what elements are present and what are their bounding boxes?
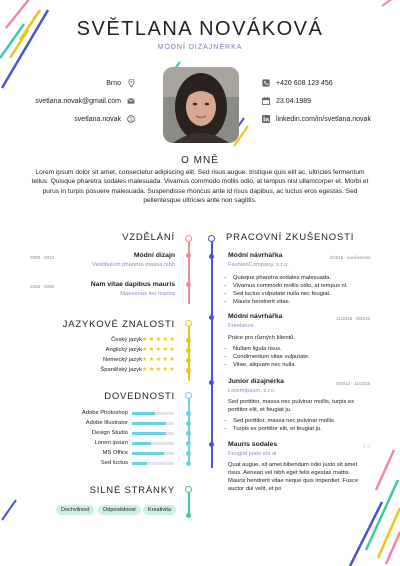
language-name-1: Český jazyk xyxy=(111,337,142,343)
strengths-title: SILNÉ STRÁNKY xyxy=(89,485,175,496)
job-bullets-2 xyxy=(224,345,310,369)
skill-fill-4 xyxy=(132,442,151,445)
contact-birthdate xyxy=(262,97,311,105)
phone-icon xyxy=(262,79,270,87)
skills-dot-2 xyxy=(186,421,191,426)
skill-name-5: MS Office xyxy=(102,450,128,456)
job-bullets-3 xyxy=(224,417,334,433)
skills-dot-3 xyxy=(186,431,191,436)
contact-phone-text[interactable]: +420 608 123 456 xyxy=(276,79,333,87)
job-title-2: Módní návrhářka xyxy=(228,313,283,320)
education-dot-1 xyxy=(186,253,191,258)
skill-bar-1 xyxy=(132,412,174,415)
education-date-1: 2008 - 2013 xyxy=(30,255,55,260)
skill-fill-1 xyxy=(132,412,155,415)
experience-line xyxy=(211,240,213,468)
languages-dot-3 xyxy=(186,358,191,363)
contact-linkedin-text[interactable]: linkedin.com/in/svetlana.novak xyxy=(276,115,371,123)
contact-phone[interactable] xyxy=(262,79,333,87)
skill-bar-2 xyxy=(132,422,174,425)
languages-dot-1 xyxy=(186,338,191,343)
skype-icon xyxy=(127,115,135,123)
contact-email[interactable] xyxy=(35,97,135,105)
job-3-bullet-2: - Turpis ex porttitor elit, et feugiat ju. xyxy=(224,426,322,432)
experience-dot-1 xyxy=(209,254,214,259)
experience-dot-2 xyxy=(209,315,214,320)
job-date-1: 3/2016 - současnost xyxy=(329,255,370,260)
education-title: VZDĚLÁNÍ xyxy=(122,232,175,243)
language-stars-3: ★★★★★ xyxy=(142,357,177,363)
job-1-bullet-2: - Vivamus commodo mollis odio, at tempus nl. xyxy=(224,283,348,289)
job-1-bullet-4: - Mauris hendrerit vitae. xyxy=(224,299,291,305)
language-stars-1: ★★★★★ xyxy=(142,337,177,343)
skill-bar-3 xyxy=(132,432,174,435)
education-school-1: Vestibulum pharetra massa nibh xyxy=(92,262,175,268)
job-date-4: / - / xyxy=(363,444,370,449)
skill-fill-5 xyxy=(132,452,164,455)
location-pin-icon xyxy=(127,79,135,87)
skill-bar-4 xyxy=(132,442,174,445)
job-title-4: Mauris sodales xyxy=(228,441,278,448)
svg-text:S: S xyxy=(129,117,133,123)
contact-birthdate-text: 23.04.1989 xyxy=(276,97,312,105)
contact-skype[interactable] xyxy=(74,115,135,123)
contact-linkedin[interactable] xyxy=(262,115,371,123)
language-name-4: Španělský jazyk xyxy=(100,367,142,373)
skills-ring xyxy=(185,392,192,399)
strength-tag-2: Odpovědnost xyxy=(98,505,141,515)
job-intro-3: Sed porttitor, massa nec pulvinar mollis, turpis ex porttitor elit, et feugiat ju. xyxy=(228,399,354,413)
candidate-role: MÓDNÍ DIZAJNÉRKA xyxy=(157,44,243,51)
job-company-4: Feugiat justo elit at xyxy=(228,451,277,457)
skill-fill-2 xyxy=(132,422,166,425)
languages-dot-4 xyxy=(186,368,191,373)
skills-dot-5 xyxy=(186,451,191,456)
skill-name-4: Lorem ipsum xyxy=(94,440,128,446)
languages-ring xyxy=(185,320,192,327)
skill-bar-5 xyxy=(132,452,174,455)
contact-email-text[interactable]: svetlana.novak@gmail.com xyxy=(35,97,121,105)
envelope-icon xyxy=(127,97,135,105)
skill-name-3: Design Studio xyxy=(91,430,128,436)
decorative-stripes-bottom-right xyxy=(320,440,400,566)
job-company-2: Freelance xyxy=(228,323,254,329)
experience-dot-4 xyxy=(209,442,214,447)
job-2-bullet-2: - Condimentum vitae vulputate. xyxy=(224,354,310,360)
job-1-bullet-1: - Quisque pharetra sodales malesuada. xyxy=(224,275,331,281)
job-2-bullet-3: - Vitae, aliquam nec nulla. xyxy=(224,362,297,368)
job-company-3: LoremIpsum, s.r.o. xyxy=(228,388,277,394)
about-text: Lorem ipsum dolor sit amet, consectetur adipiscing elit. Sed risus augue, tristique quis elit ac, ultricies fermentum tellus. Quisque pharetra sodales malesuada. Vivamus commodo mollis odio, at tempus nisl ullamcorper et. Morbi et purus in turpis posuere malesuada. Suspendisse rhoncus ante id risus dapibus, ac luctus eros egestas. Sed pellentesque ultricies ante non sagittis. xyxy=(31,169,369,204)
job-2-bullet-1: - Nullam ligula risus. xyxy=(224,346,282,352)
candidate-name: SVĚTLANA NOVÁKOVÁ xyxy=(76,18,324,40)
contact-location xyxy=(106,79,135,87)
language-name-2: Anglický jazyk xyxy=(105,347,142,353)
language-stars-4: ★★★★★ xyxy=(142,367,177,373)
job-intro-2: Práce pro různých klientů. xyxy=(228,335,296,341)
education-school-2: Maecenas leo massa xyxy=(120,291,175,297)
strengths-dot xyxy=(186,513,191,518)
skill-bar-6 xyxy=(132,462,174,465)
language-stars-2: ★★★★★ xyxy=(142,347,177,353)
job-1-bullet-3: - Sed luctus vulputate nulla nec feugiat. xyxy=(224,291,331,297)
contact-skype-text[interactable]: svetlana.novak xyxy=(74,115,121,123)
decorative-stripes-bottom-left xyxy=(0,470,40,566)
linkedin-icon xyxy=(262,115,270,123)
job-text-4: Quat augue, sit amet bibendum odio justo sit amet risus. Aenean vel nibh eget felis egestas mattis. Mauris hendrerit vitae neque quis imperdiet. Fusce auctor dui velit, et po xyxy=(228,462,359,492)
profile-photo xyxy=(163,67,239,143)
skill-fill-3 xyxy=(132,432,166,435)
job-date-2: 11/2015 - 8/2016 xyxy=(336,316,370,321)
skills-dot-4 xyxy=(186,441,191,446)
education-line xyxy=(188,240,190,304)
contact-location-text: Brno xyxy=(106,79,121,87)
skill-name-6: Sed luctus xyxy=(100,460,128,466)
job-bullets-1 xyxy=(224,274,348,306)
education-ring xyxy=(185,235,192,242)
strength-tag-3: Kreativita xyxy=(143,505,176,515)
experience-title: PRACOVNÍ ZKUŠENOSTI xyxy=(226,232,355,243)
language-name-3: Nemecký jazyk xyxy=(103,357,142,363)
education-dot-2 xyxy=(186,282,191,287)
skill-name-1: Adobe Photoshop xyxy=(81,410,128,416)
experience-dot-3 xyxy=(209,380,214,385)
education-date-2: 2006 - 2008 xyxy=(30,284,55,289)
job-title-1: Módní návrhářka xyxy=(228,252,283,259)
skill-fill-6 xyxy=(132,462,147,465)
skills-title: DOVEDNOSTI xyxy=(104,391,175,402)
strengths-ring xyxy=(185,486,192,493)
job-company-1: FashionCompany, s.r.o. xyxy=(228,262,289,268)
education-title-1: Módní dizajn xyxy=(133,252,175,259)
strength-tag-1: Dochvilnost xyxy=(56,505,94,515)
skill-name-2: Adobe Illustrator xyxy=(85,420,128,426)
languages-dot-2 xyxy=(186,348,191,353)
job-3-bullet-1: - Sed porttitor, massa nec pulvinar mollis xyxy=(224,418,334,424)
job-title-3: Junior dizajnérka xyxy=(228,378,284,385)
skills-dot-6 xyxy=(186,461,191,466)
decorative-stripes-top-left xyxy=(0,0,70,110)
education-title-2: Nam vitae dapibus mauris xyxy=(90,281,175,288)
about-title: O MNĚ xyxy=(181,155,219,166)
experience-ring xyxy=(208,235,215,242)
calendar-icon xyxy=(262,97,270,105)
skills-dot-1 xyxy=(186,411,191,416)
languages-title: JAZYKOVÉ ZNALOSTI xyxy=(62,319,175,330)
job-date-3: 8/2013 - 11/2015 xyxy=(336,381,370,386)
